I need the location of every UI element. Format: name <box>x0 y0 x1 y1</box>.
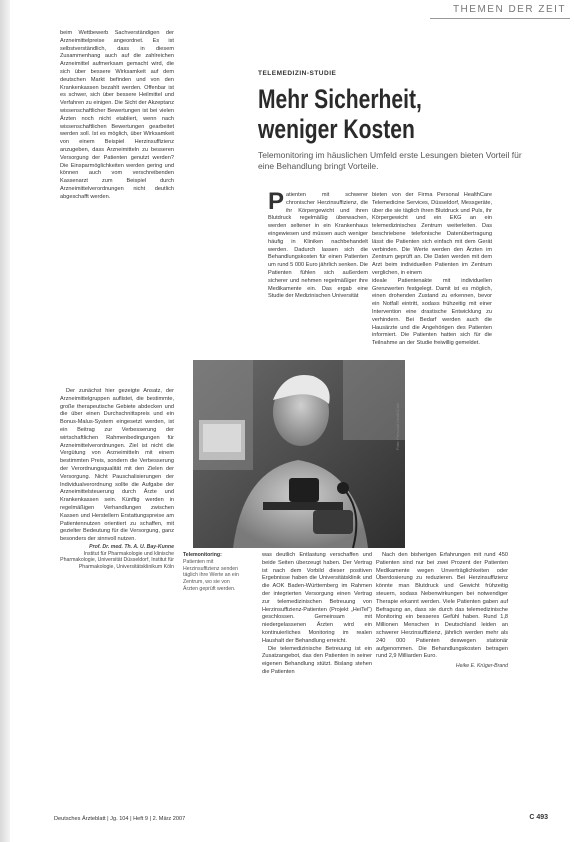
left-column-paragraph-1: beim Wettbewerb Sachverständigen der Arzneimittelpreise angeordnet. Es ist selbstverständlich, dass in diesem Zusammenhang auch auf die zahlreichen Arzneimittel aufmerksam gemacht wird, die sich über bessere Wirksamkeit auf dem deutschen Markt befinden und von den Krankenkassen bezahlt werden. Offenbar ist es schwer, sich über bessere Heilmittel und Verfahren zu einigen. Die Sicht der Akzeptanz wissenschaftlicher Bewertungen ist bei vielen Ärzten noch nicht etabliert, wenn nach wissenschaftlichen Bewertungen gearbeitet werden soll. Ist es möglich, über Wirksamkeit von einem Beispiel Herzinsuffizienz anzugeben, dass Arzneimitteln zu besseren Versorgung der Patienten genutzt werden? Die Einsparmöglichkeiten werden gering und können auch vom verschreibenden Kassenarzt zum Beispiel durch Arzneimittelverordnungen nicht deutlich abgeschafft werden. <box>60 30 174 200</box>
author-name: Prof. Dr. med. Th. A. U. Bay-Kunne <box>89 543 174 550</box>
article-kicker: TELEMEDIZIN-STUDIE <box>258 70 337 77</box>
photo-caption <box>183 552 243 593</box>
header-rule <box>430 18 570 19</box>
signature-text: Heike E. Krüger-Brand <box>455 663 508 670</box>
article-intro-column <box>268 188 368 301</box>
scan-edge-shadow <box>0 0 10 842</box>
photo-credit: Foto: Personal HealthCare <box>395 402 400 450</box>
author-block <box>60 544 174 570</box>
caption-text: Patienten mit Herzinsuffizienz senden täglich ihre Werte an ein Zentrum, wo sie von Ärzten geprüft werden. <box>183 558 239 592</box>
article-column-right-top <box>372 192 492 348</box>
headline-line-2: weniger Kosten <box>258 114 415 144</box>
left-column-text-lower <box>60 388 174 570</box>
left-column-paragraph-2: Der zunächst hier gezeigte Ansatz, der Arzneimittelgruppen auflistet, die bestimmte, große therapeutische Gebiete abdecken und die über einen Durchschnittspreis und ein Bonus-Malus-System eingesetzt werden, ist ein Beitrag zur Verbesserung der wirtschaftlichen Rahmenbedingungen für Arzneimittelverordnungen. Ziel ist nicht die Vergütung von Arzneimitteln mit einem bestimmten Preis, sondern die Verbesserung der Verordnungsqualität mit den Zielen der Versorgung. Nicht Pauschalisierungen der Individualverordnung sollte die Aufgabe der Arzneimittelsteuerung durch Ärzte und Krankenkassen sein. Künftig werden in regelmäßigen Verhandlungen zwischen Kassen und Herstellern Erstattungspreise am Patientennutzen orientiert zu schaffen, mit gezielter Bedeutung für die Versorgung, ganz besonders der sinnvoll nutzen. <box>60 388 174 543</box>
drop-cap: P <box>268 188 285 215</box>
article-col5-text: ideale Patientenakte mit individuellen Grenzwerten festgelegt. Damit ist es möglich, einen drohenden Zustand zu erkennen, bevor ein Notfall eintritt, sodass frühzeitig mit einer Intervention eine drastische Entwicklung zu verhindern. Bei Bedarf werden auch die Hausärzte und die Angehörigen des Patienten informiert. Die Patienten hatten sich für die Teilnahme an der Studie freiwillig gemeldet. <box>372 277 492 347</box>
article-column-bottom-right <box>376 552 508 671</box>
article-col7-text: Nach den bisherigen Erfahrungen mit rund 450 Patienten sind nur bei zwei Prozent der Patienten Medikamente wegen Unverträglichkeiten oder Überdosierung zu reduzieren. Bei Herzinsuffizienz könnte man Blutdruck und Gewicht frühzeitig steuern, sodass Nebenwirkungen bei notwendiger Therapie erkannt werden. Viele Patienten gaben auf Befragung an, dass sie durch das telemedizinische Monitoring ein besseres Gefühl haben. Rund 1,8 Millionen Menschen in Deutschland leiden an schwerer Herzinsuffizienz, jährlich werden mehr als 240 000 Patienten deswegen stationär aufgenommen. Die Behandlungskosten betragen rund 2,9 Milliarden Euro. <box>376 552 508 660</box>
article-deck: Telemonitoring im häuslichen Umfeld erste Lesungen bieten Vorteil für eine Behandlung bringt Vorteile. <box>258 150 522 171</box>
article-intro-text: atienten mit schwerer chronischer Herzinsuffizienz, die ihr Körpergewicht und ihren Blutdruck regelmäßig überwachen, werden seltener in ein Krankenhaus eingewiesen und müssen auch weniger häufig in Kliniken nachbehandelt werden. Dadurch lassen sich die Behandlungskosten für einen Patienten um rund 5 000 Euro jährlich senken. Die Patienten fühlen sich außerdem sicherer und nehmen regelmäßiger ihre Medikamente ein. Das ergab eine Studie der Medizinischen Universität <box>268 192 368 300</box>
patient-photo <box>193 360 405 548</box>
article-headline <box>258 84 515 144</box>
article-signature <box>376 663 508 671</box>
headline-line-1: Mehr Sicherheit, <box>258 84 422 114</box>
article-col6-text: was deutlich Entlastung verschaffen und beide Seiten überzeugt haben. Der Vertrag ist nach dem Vorbild dieser positiven Ergebnisse haben die Universitätsklinik und die AOK Baden-Württemberg im Rahmen der integrierten Versorgung einen Vertrag zur telemedizinischen Betreuung von Herzinsuffizienz-Patienten (Projekt „HeiTel“) geschlossen. Gemeinsam mit niedergelassenen Ärzten wird ein kontinuierliches Monitoring im realen Haushalt der Behandlung erreicht. <box>262 552 372 644</box>
article-col4-text: bieten von der Firma Personal HealthCare Telemedicine Services, Düsseldorf, Messgeräte, über die sie täglich ihren Blutdruck und Puls, ihr Körpergewicht und ein EKG an ein telemedizinisches Zentrum weiterleiten. Das beschriebene telefonische Datenübertragung lässt die Patienten sich einfach mit dem Gerät verbinden. Die Werte werden den Ärzten im Zentrum geprüft an. Die Daten werden mit dem Arzt beim individuellen Patienten im Zentrum verglichen, in einem <box>372 192 492 276</box>
footer-page-number: C 493 <box>529 814 548 821</box>
left-column-text <box>60 30 174 202</box>
section-header: THEMEN DER ZEIT <box>452 4 566 15</box>
footer-journal-info: Deutsches Ärzteblatt | Jg. 104 | Heft 9 | 2. März 2007 <box>54 816 186 822</box>
author-detail: Institut für Pharmakologie und klinische Pharmakologie, Universität Düsseldorf, Institut für Pharmakologie, Universitätsklinikum Köln <box>60 550 174 570</box>
caption-title: Telemonitoring: <box>183 552 222 558</box>
article-column-bottom-middle <box>262 552 372 677</box>
article-col6-text-2: Die telemedizinische Betreuung ist ein Zusatzangebot, das den Patienten in seiner eigenen Behandlung stützt. Bislang stehen die Patienten <box>262 645 372 675</box>
